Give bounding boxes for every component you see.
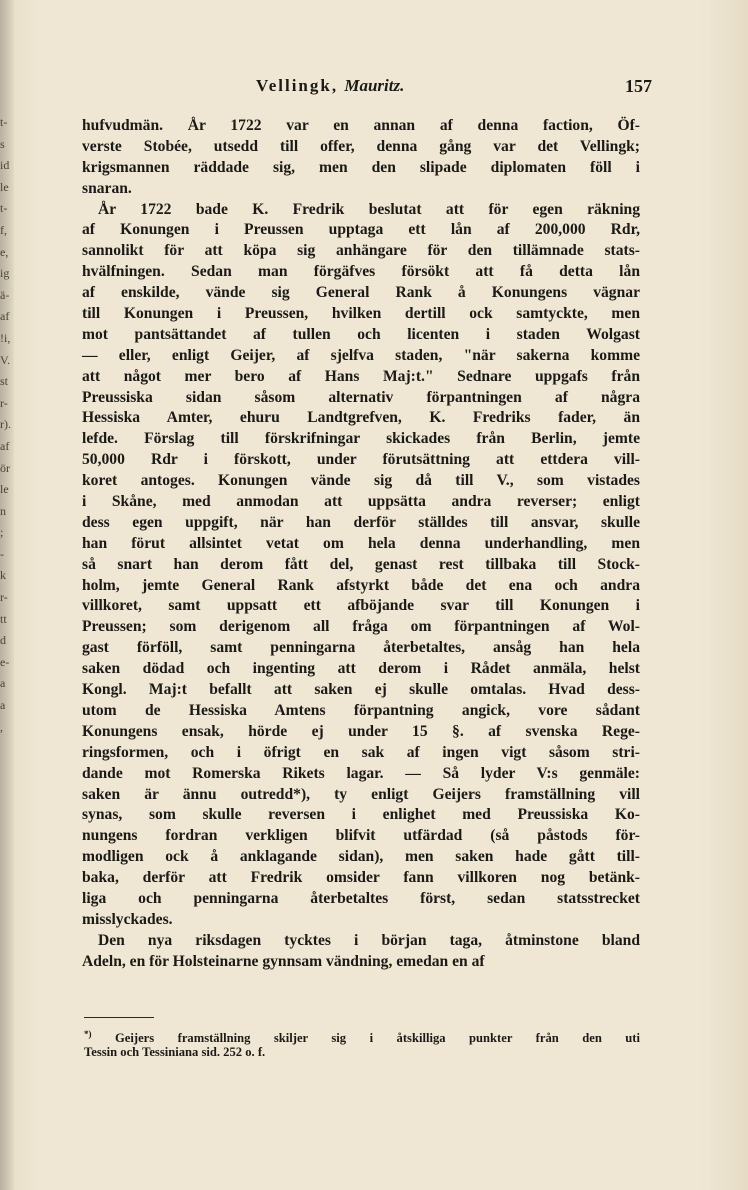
text-line: — eller, enligt Geijer, af sjelfva staden, "när sakerna komme xyxy=(82,346,640,364)
margin-fragment: t- xyxy=(0,201,8,216)
margin-fragment: id xyxy=(0,158,10,173)
running-title xyxy=(256,76,404,96)
footnote-rule xyxy=(84,1017,154,1018)
text-line: han förut allsintet vetat om hela denna underhandling, men xyxy=(82,534,640,552)
text-line: mot pantsättandet af tullen och licenten i staden Wolgast xyxy=(82,325,640,343)
text-line: Adeln, en för Holsteinarne gynnsam vändning, emedan en af xyxy=(82,952,485,970)
margin-fragment: !i, xyxy=(0,330,11,345)
margin-fragment xyxy=(0,738,18,760)
text-line: baka, derför att Fredrik omsider fann villkoren nog betänk- xyxy=(82,869,640,887)
text-line: villkoret, samt uppsatt ett afböjande svar till Konungen i xyxy=(82,597,640,615)
surname: Vellingk, xyxy=(256,76,339,95)
text-line: Den nya riksdagen tycktes i början taga, åtminstone bland xyxy=(98,931,640,949)
text-line: synas, som skulle reversen i enlighet med Preussiska Ko- xyxy=(82,806,640,824)
margin-fragment: a xyxy=(0,676,6,691)
text-line: krigsmannen räddade sig, men den slipade diplomaten föll i xyxy=(82,158,640,176)
text-line: dande mot Romerska Rikets lagar. — Så lyder V:s genmäle: xyxy=(82,764,640,782)
text-line: sannolikt för att köpa sig anhängare för den tillämnade stats- xyxy=(82,242,640,260)
margin-fragment xyxy=(0,846,18,868)
text-line: gast förföll, samt penningarna återbetaltes, ansåg han hela xyxy=(82,639,640,657)
text-line: Preussen; som derigenom all fråga om förpantningen af Wol- xyxy=(82,618,640,636)
margin-fragment xyxy=(0,781,18,803)
margin-fragment: le xyxy=(0,482,9,497)
margin-fragment xyxy=(0,868,18,890)
text-line: af Konungen i Preussen upptaga ett lån af 200,000 Rdr, xyxy=(82,221,640,239)
text-line: 50,000 Rdr i förskott, under förutsättning att ettdera vill- xyxy=(82,451,640,469)
margin-fragment: ig xyxy=(0,266,10,281)
margin-fragment xyxy=(0,760,18,782)
text-line: Hessiska Amter, ehuru Landtgrefven, K. Fredriks fader, än xyxy=(82,409,640,427)
page-number: 157 xyxy=(625,76,652,96)
text-line: Preussiska sidan såsom alternativ förpantningen af några xyxy=(82,388,640,406)
text-line: till Konungen i Preussen, hvilken dertill ock samtyckte, men xyxy=(82,305,640,323)
text-line: att något mer bero af Hans Maj:t." Sednare uppgafs från xyxy=(82,367,640,385)
margin-fragment xyxy=(0,825,18,847)
margin-fragment: n xyxy=(0,503,6,518)
margin-fragment: le xyxy=(0,179,9,194)
margin-fragment: r). xyxy=(0,417,11,432)
footnote xyxy=(84,1026,640,1061)
margin-fragment: , xyxy=(0,719,3,734)
margin-fragment: a xyxy=(0,698,6,713)
given-name: Mauritz. xyxy=(344,76,405,95)
footnote-line: *) Geijers framställning skiljer sig i åtskilliga punkter från den uti xyxy=(84,1029,640,1046)
text-line: koret antoges. Konungen vände sig då till V., som vistades xyxy=(82,472,640,490)
running-header xyxy=(82,76,652,100)
text-line: nungens fordran verkligen blifvit utfärdad (så påstods för- xyxy=(82,827,640,845)
margin-fragment: ör xyxy=(0,460,10,475)
body-text xyxy=(82,116,640,973)
text-line: ringsformen, och i öfrigt en sak af ingen vigt såsom stri- xyxy=(82,743,640,761)
margin-fragment: r- xyxy=(0,395,8,410)
margin-fragment: ä- xyxy=(0,287,10,302)
margin-fragment: d xyxy=(0,633,6,648)
margin-fragment: st xyxy=(0,374,9,389)
text-line: hvälfningen. Sedan man förgäfves försökt att få detta lån xyxy=(82,263,640,281)
text-line: så snart han derom fått del, genast rest tillbaka till Stock- xyxy=(82,555,640,573)
margin-fragment: s xyxy=(0,136,5,151)
text-line: saken är ännu outredd*), ty enligt Geijers framställning vill xyxy=(82,785,640,803)
margin-fragment: r- xyxy=(0,590,8,605)
margin-fragment: f, xyxy=(0,222,7,237)
text-line: lefde. Förslag till förskrifningar skickades från Berlin, jemte xyxy=(82,430,640,448)
margin-fragment: tt xyxy=(0,611,7,626)
margin-fragment: af xyxy=(0,309,10,324)
margin-fragment: - xyxy=(0,546,4,561)
text-line: i Skåne, med anmodan att uppsätta andra reverser; enligt xyxy=(82,493,640,511)
text-line: Kongl. Maj:t befallt att saken ej skulle omtalas. Hvad dess- xyxy=(82,681,640,699)
margin-fragment: e, xyxy=(0,244,9,259)
margin-fragment: k xyxy=(0,568,6,583)
footnote-marker: *) xyxy=(84,1029,92,1039)
text-line: Konungens ensak, hörde ej under 15 §. af svenska Rege- xyxy=(82,722,640,740)
margin-fragment xyxy=(0,803,18,825)
text-line: modligen ock å anklagande sidan), men saken hade gått till- xyxy=(82,848,640,866)
text-line: af enskilde, vände sig General Rank å Konungens vägnar xyxy=(82,284,640,302)
footnote-line: Tessin och Tessiniana sid. 252 o. f. xyxy=(84,1044,266,1059)
margin-fragment: V. xyxy=(0,352,11,367)
text-line: holm, jemte General Rank afstyrkt både det ena och andra xyxy=(82,576,640,594)
text-line: verste Stobée, utsedd till offer, denna gång var det Vellingk; xyxy=(82,137,640,155)
margin-fragment: e- xyxy=(0,654,10,669)
text-line: dess egen uppgift, när han derför ställdes till ansvar, skulle xyxy=(82,513,640,531)
text-line: snaran. xyxy=(82,179,132,197)
margin-fragment: t- xyxy=(0,115,8,129)
margin-fragment: ; xyxy=(0,525,4,540)
facing-page-fragments xyxy=(0,112,18,889)
text-line: misslyckades. xyxy=(82,910,173,928)
text-line: utom de Hessiska Amtens förpantning angick, vore sådant xyxy=(82,701,640,719)
text-line: saken dödad och ingenting att derom i Rådet anmäla, helst xyxy=(82,660,640,678)
text-line: hufvudmän. År 1722 var en annan af denna faction, Öf- xyxy=(82,117,640,134)
text-line: År 1722 bade K. Fredrik beslutat att för egen räkning xyxy=(98,200,640,218)
text-line: liga och penningarna återbetaltes först, sedan statsstrecket xyxy=(82,889,640,907)
margin-fragment: af xyxy=(0,438,10,453)
